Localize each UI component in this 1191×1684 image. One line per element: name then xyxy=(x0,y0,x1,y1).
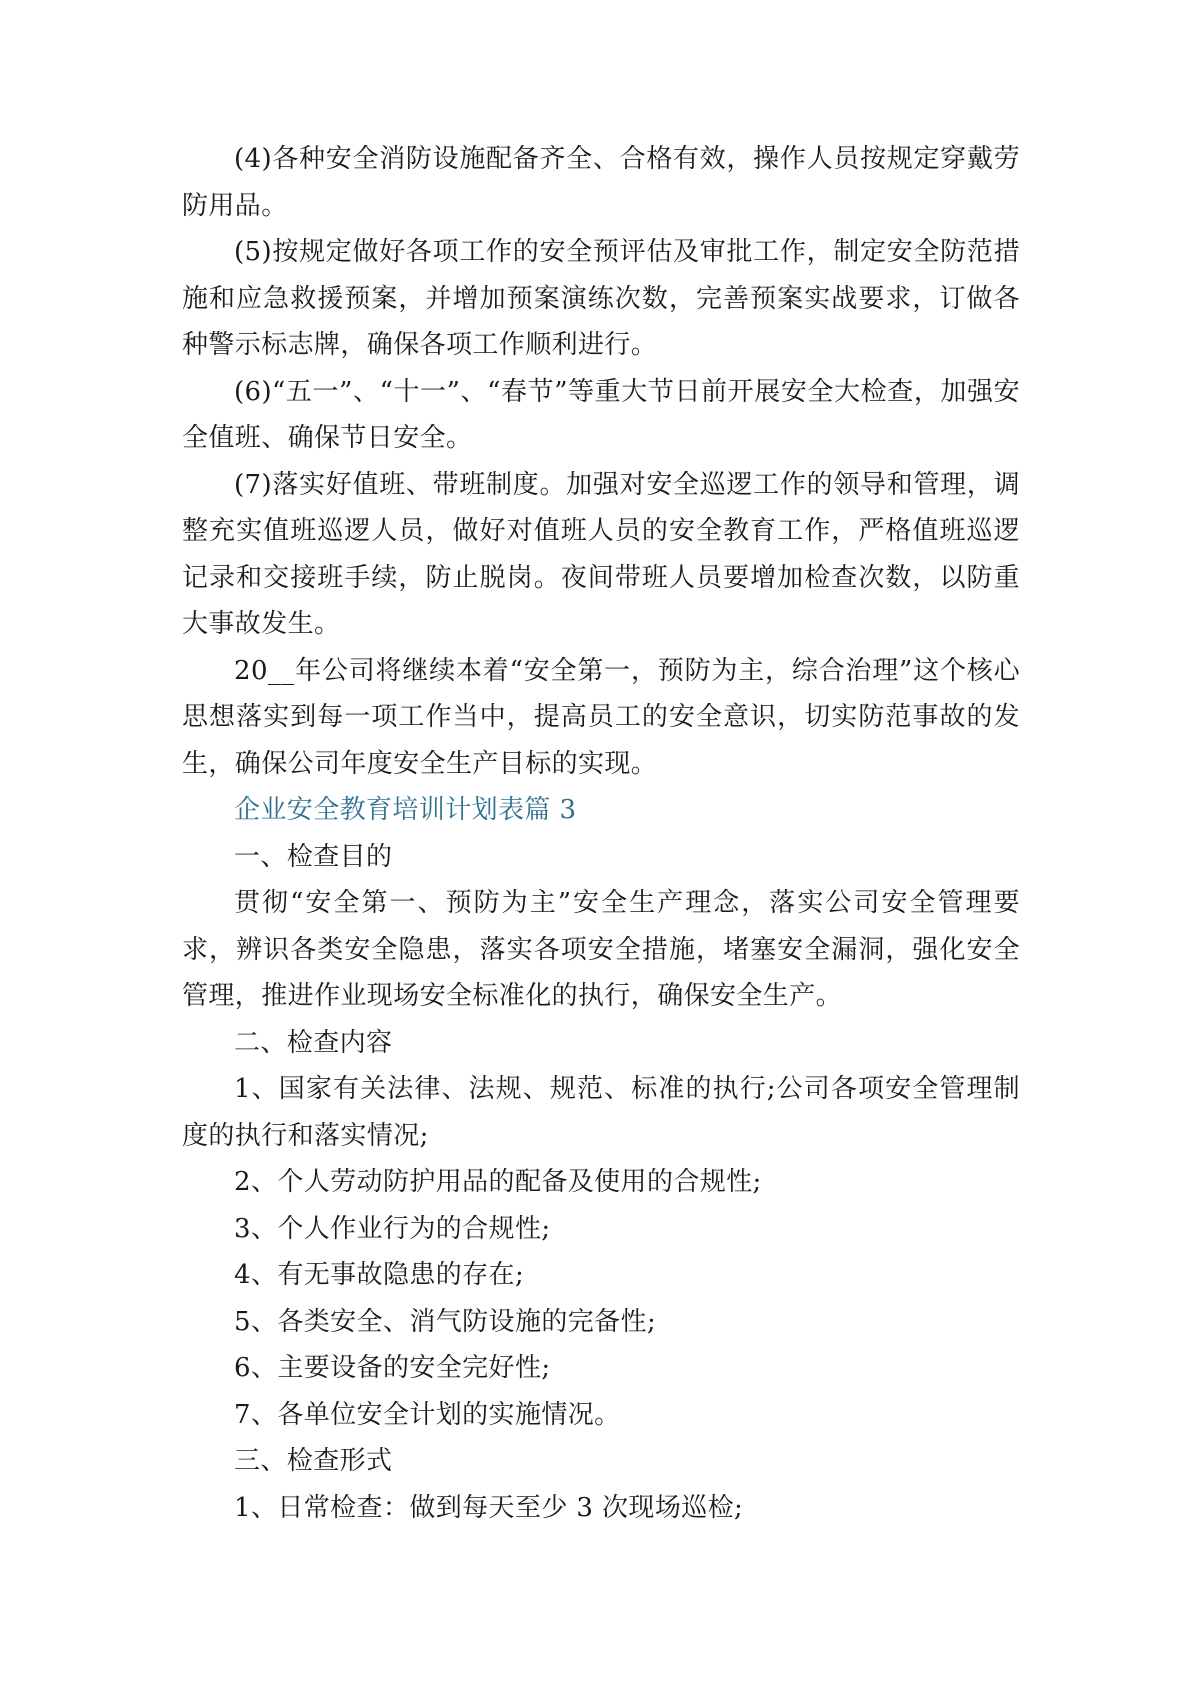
list-item-content-6: 6、主要设备的安全完好性; xyxy=(234,1353,551,1383)
list-item-content-4: 4、有无事故隐患的存在; xyxy=(234,1260,525,1290)
heading-inspection-form: 三、检查形式 xyxy=(234,1446,393,1476)
paragraph-item-4: (4)各种安全消防设施配备齐全、合格有效，操作人员按规定穿戴劳防用品。 xyxy=(182,144,1020,221)
paragraph-inspection-purpose: 贯彻“安全第一、预防为主”安全生产理念，落实公司安全管理要求，辨识各类安全隐患，落实各项安全措施，堵塞安全漏洞，强化安全管理，推进作业现场安全标准化的执行，确保安全生产。 xyxy=(182,888,1020,1011)
list-item-content-3: 3、个人作业行为的合规性; xyxy=(234,1213,551,1244)
section-title: 企业安全教育培训计划表篇 3 xyxy=(234,795,577,825)
list-item-content-2: 2、个人劳动防护用品的配备及使用的合规性; xyxy=(234,1167,762,1197)
paragraph-item-7: (7)落实好值班、带班制度。加强对安全巡逻工作的领导和管理，调整充实值班巡逻人员，做好对值班人员的安全教育工作，严格值班巡逻记录和交接班手续，防止脱岗。夜间带班人员要增加检查次数，以防重大事故发生。 xyxy=(182,469,1020,639)
list-item-content-1: 1、国家有关法律、法规、规范、标准的执行;公司各项安全管理制度的执行和落实情况; xyxy=(182,1074,1020,1151)
list-item-content-7: 7、各单位安全计划的实施情况。 xyxy=(234,1399,621,1430)
paragraph-item-5: (5)按规定做好各项工作的安全预评估及审批工作，制定安全防范措施和应急救援预案，并增加预案演练次数，完善预案实战要求，订做各种警示标志牌，确保各项工作顺利进行。 xyxy=(182,237,1020,360)
paragraph-item-6: (6)“五一”、“十一”、“春节”等重大节日前开展安全大检查，加强安全值班、确保节日安全。 xyxy=(182,376,1020,453)
list-item-content-5: 5、各类安全、消气防设施的完备性; xyxy=(234,1306,657,1337)
paragraph-summary: 20__年公司将继续本着“安全第一，预防为主，综合治理”这个核心思想落实到每一项工作当中，提高员工的安全意识，切实防范事故的发生，确保公司年度安全生产目标的实现。 xyxy=(182,655,1020,779)
heading-inspection-purpose: 一、检查目的 xyxy=(234,841,393,872)
list-item-form-1: 1、日常检查：做到每天至少 3 次现场巡检; xyxy=(234,1492,744,1523)
heading-inspection-content: 二、检查内容 xyxy=(234,1027,393,1058)
document-body xyxy=(182,136,1020,1531)
